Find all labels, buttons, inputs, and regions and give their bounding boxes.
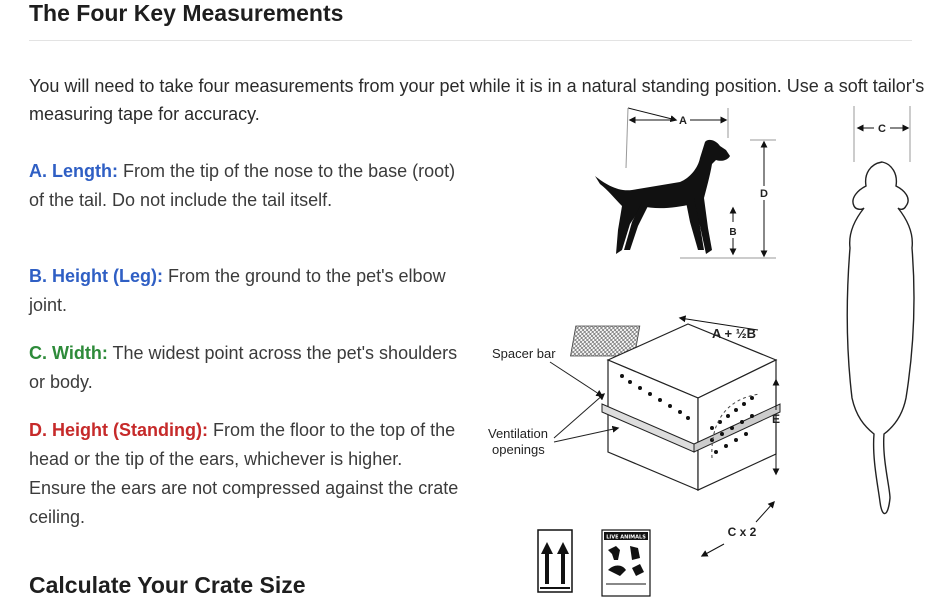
label-b: B: [729, 227, 737, 238]
section-title: The Four Key Measurements: [29, 0, 344, 26]
measurement-text: From the ground to the pet's elbow joint.: [29, 266, 446, 315]
ventilation-label-line2: openings: [492, 442, 545, 457]
crate-width-label: C x 2: [727, 525, 757, 539]
next-section-title: Calculate Your Crate Size: [29, 572, 306, 598]
measurement-label: A. Length:: [29, 161, 118, 181]
measurement-label: B. Height (Leg):: [29, 266, 163, 286]
label-d: D: [760, 188, 768, 200]
crate-length-label: A + ½B: [712, 326, 756, 341]
ventilation-label-line1: Ventilation: [488, 426, 548, 441]
measurement-leg-height: [29, 262, 459, 320]
crate-illustration: [571, 324, 780, 490]
label-a: A: [679, 115, 687, 127]
measurement-standing-height: [29, 416, 459, 532]
measurement-length: [29, 157, 459, 215]
measurement-diagram: [480, 98, 940, 603]
spacer-bar-label: Spacer bar: [492, 346, 556, 361]
measurement-text: The widest point across the pet's shoulders or body.: [29, 343, 458, 392]
measurement-label: D. Height (Standing):: [29, 420, 208, 440]
sticker-text: LIVE ANIMALS: [606, 534, 646, 541]
dog-top-view-icon: [847, 162, 914, 514]
crate-height-label: E: [771, 412, 781, 426]
measurement-text: From the tip of the nose to the base (root) of the tail. Do not include the tail itself.: [29, 161, 456, 210]
divider: [29, 40, 912, 41]
this-way-up-icon: [538, 530, 572, 592]
measurement-text: From the floor to the top of the head or the tip of the ears, whichever is higher. Ensure the ears are not compressed against the crate ceiling.: [29, 420, 459, 527]
live-animals-sticker-icon: [602, 530, 650, 596]
dog-silhouette-icon: [595, 140, 730, 254]
label-c: C: [878, 123, 886, 135]
intro-paragraph: You will need to take four measurements from your pet while it is in a natural standing position. Use a soft tailor's measuring tape for accuracy.: [29, 76, 925, 124]
measurement-label: C. Width:: [29, 343, 108, 363]
measurement-width: [29, 339, 459, 397]
